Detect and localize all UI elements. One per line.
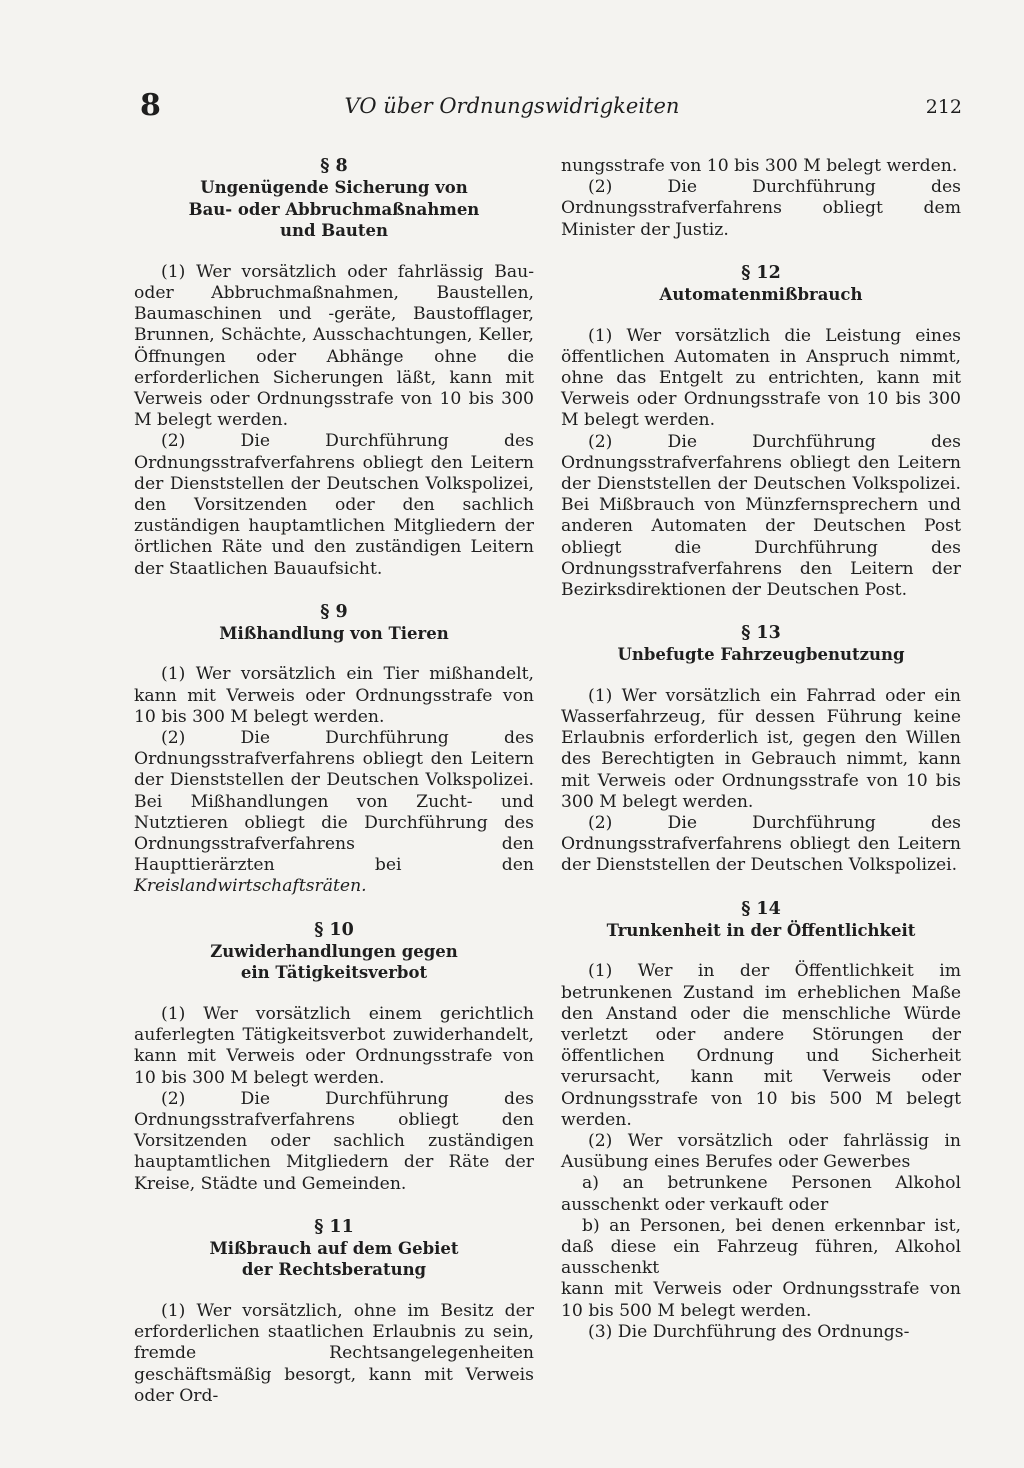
section-11-para-1-continued: nungsstrafe von 10 bis 300 M belegt werden. — [561, 156, 958, 176]
section-14-para-3: (3) Die Durchführung des Ordnungs- — [588, 1321, 910, 1342]
section-8-number: § 8 — [320, 156, 348, 176]
page-header — [0, 88, 1024, 128]
section-9-para-1: (1) Wer vorsätzlich ein Tier mißhandelt, kann mit Verweis oder Ordnungsstrafe von 10 bis 300 M belegt werden. — [134, 664, 534, 727]
section-12-title: Automatenmißbrauch — [659, 285, 863, 305]
section-14-para-1: (1) Wer in der Öffentlichkeit im betrunkenen Zustand im erheblichen Maße den Anstand oder die menschliche Würde verletzt oder andere Störungen der öffentlichen Ordnung und Sicherheit verursacht, kann mit Verweis oder Ordnungsstrafe von 10 bis 500 M belegt werden. — [561, 961, 961, 1130]
section-10-para-1: (1) Wer vorsätzlich einem gerichtlich auferlegten Tätigkeitsverbot zuwiderhandelt, kann mit Verweis oder Ordnungsstrafe von 10 bis 300 M belegt werden. — [134, 1003, 534, 1088]
section-11-para-1: (1) Wer vorsätzlich, ohne im Besitz der erforderlichen staatlichen Erlaubnis zu sein, fremde Rechtsangelegenheiten geschäftsmäßig besorgt, kann mit Verweis oder Ord- — [134, 1300, 534, 1406]
left-column — [134, 156, 534, 1407]
section-10-number: § 10 — [314, 919, 354, 940]
section-13-para-2: (2) Die Durchführung des Ordnungsstrafverfahrens obliegt den Leitern der Dienststellen der Deutschen Volkspolizei. — [561, 813, 961, 876]
section-14-number: § 14 — [741, 898, 781, 919]
section-14-item-a: a) an betrunkene Personen Alkohol ausschenkt oder verkauft oder — [561, 1173, 961, 1215]
section-8-para-1: (1) Wer vorsätzlich oder fahrlässig Bau- oder Abbruchmaßnahmen, Baustellen, Baumaschinen und -geräte, Baustofflager, Brunnen, Schächte, Ausschachtungen, Keller, Öffnungen oder Abhänge ohne die erforderlichen Sicherungen läßt, kann mit Verweis oder Ordnungsstrafe von 10 bis 300 M belegt werden. — [134, 261, 534, 431]
section-8-para-2: (2) Die Durchführung des Ordnungsstrafverfahrens obliegt den Leitern der Dienststellen der Deutschen Volkspolizei, den Vorsitzenden oder den sachlich zuständigen hauptamtlichen Mitgliedern der örtlichen Räte und den zuständigen Leitern der Staatlichen Bauaufsicht. — [134, 431, 534, 579]
section-11-para-2: (2) Die Durchführung des Ordnungsstrafverfahrens obliegt dem Minister der Justiz. — [561, 177, 961, 240]
section-13-number: § 13 — [741, 623, 781, 644]
section-9-title: Mißhandlung von Tieren — [219, 623, 449, 643]
section-10-para-2: (2) Die Durchführung des Ordnungsstrafverfahrens obliegt den Vorsitzenden oder sachlich zuständigen hauptamtlichen Mitgliedern der Räte der Kreise, Städte und Gemeinden. — [134, 1088, 534, 1194]
section-12-para-1: (1) Wer vorsätzlich die Leistung eines öffentlichen Automaten in Anspruch nimmt, ohne das Entgelt zu entrichten, kann mit Verweis oder Ordnungsstrafe von 10 bis 300 M belegt werden. — [561, 325, 961, 431]
section-14-item-b: b) an Personen, bei denen erkennbar ist, daß diese ein Fahrzeug führen, Alkohol ausschenkt — [561, 1215, 961, 1279]
section-9-para-2-text: (2) Die Durchführung des Ordnungsstrafverfahrens obliegt den Leitern der Dienststellen der Deutschen Volkspolizei. Bei Mißhandlungen von Zucht- und Nutztieren obliegt die Durchführung des Ordnungsstrafverfahrens den Haupttierärzten bei den — [134, 728, 534, 876]
chapter-number: 8 — [140, 88, 161, 123]
section-12-number: § 12 — [741, 262, 781, 283]
page-number: 212 — [925, 96, 962, 118]
section-10-title: Zuwiderhandlungen gegen ein Tätigkeitsverbot — [210, 941, 458, 983]
section-14-para-2: (2) Wer vorsätzlich oder fahrlässig in Ausübung eines Berufes oder Gewerbes — [561, 1131, 961, 1173]
section-13-para-1: (1) Wer vorsätzlich ein Fahrrad oder ein Wasserfahrzeug, für dessen Führung keine Erlaubnis erforderlich ist, gegen den Willen des Berechtigten in Gebrauch nimmt, kann mit Verweis oder Ordnungsstrafe von 10 bis 300 M belegt werden. — [561, 685, 961, 812]
section-8-title: Ungenügende Sicherung von Bau- oder Abbruchmaßnahmen und Bauten — [188, 178, 480, 241]
section-9-para-2 — [134, 728, 534, 898]
section-9-number: § 9 — [320, 601, 348, 622]
section-11-title: Mißbrauch auf dem Gebiet der Rechtsberatung — [209, 1238, 459, 1280]
section-14-penalty: kann mit Verweis oder Ordnungsstrafe von 10 bis 500 M belegt werden. — [561, 1279, 961, 1321]
section-9-para-2-italic: Kreislandwirtschaftsräten. — [134, 876, 367, 897]
section-12-para-2: (2) Die Durchführung des Ordnungsstrafverfahrens obliegt den Leitern der Dienststellen der Deutschen Volkspolizei. Bei Mißbrauch von Münzfernsprechern und anderen Automaten der Deutschen Post obliegt die Durchführung des Ordnungsstrafverfahrens den Leitern der Bezirksdirektionen der Deutschen Post. — [561, 431, 961, 600]
section-11-number: § 11 — [314, 1216, 354, 1237]
section-13-title: Unbefugte Fahrzeugbenutzung — [617, 645, 905, 665]
right-column — [561, 156, 961, 1343]
running-title: VO über Ordnungswidrigkeiten — [344, 94, 680, 118]
section-14-title: Trunkenheit in der Öffentlichkeit — [606, 920, 916, 940]
